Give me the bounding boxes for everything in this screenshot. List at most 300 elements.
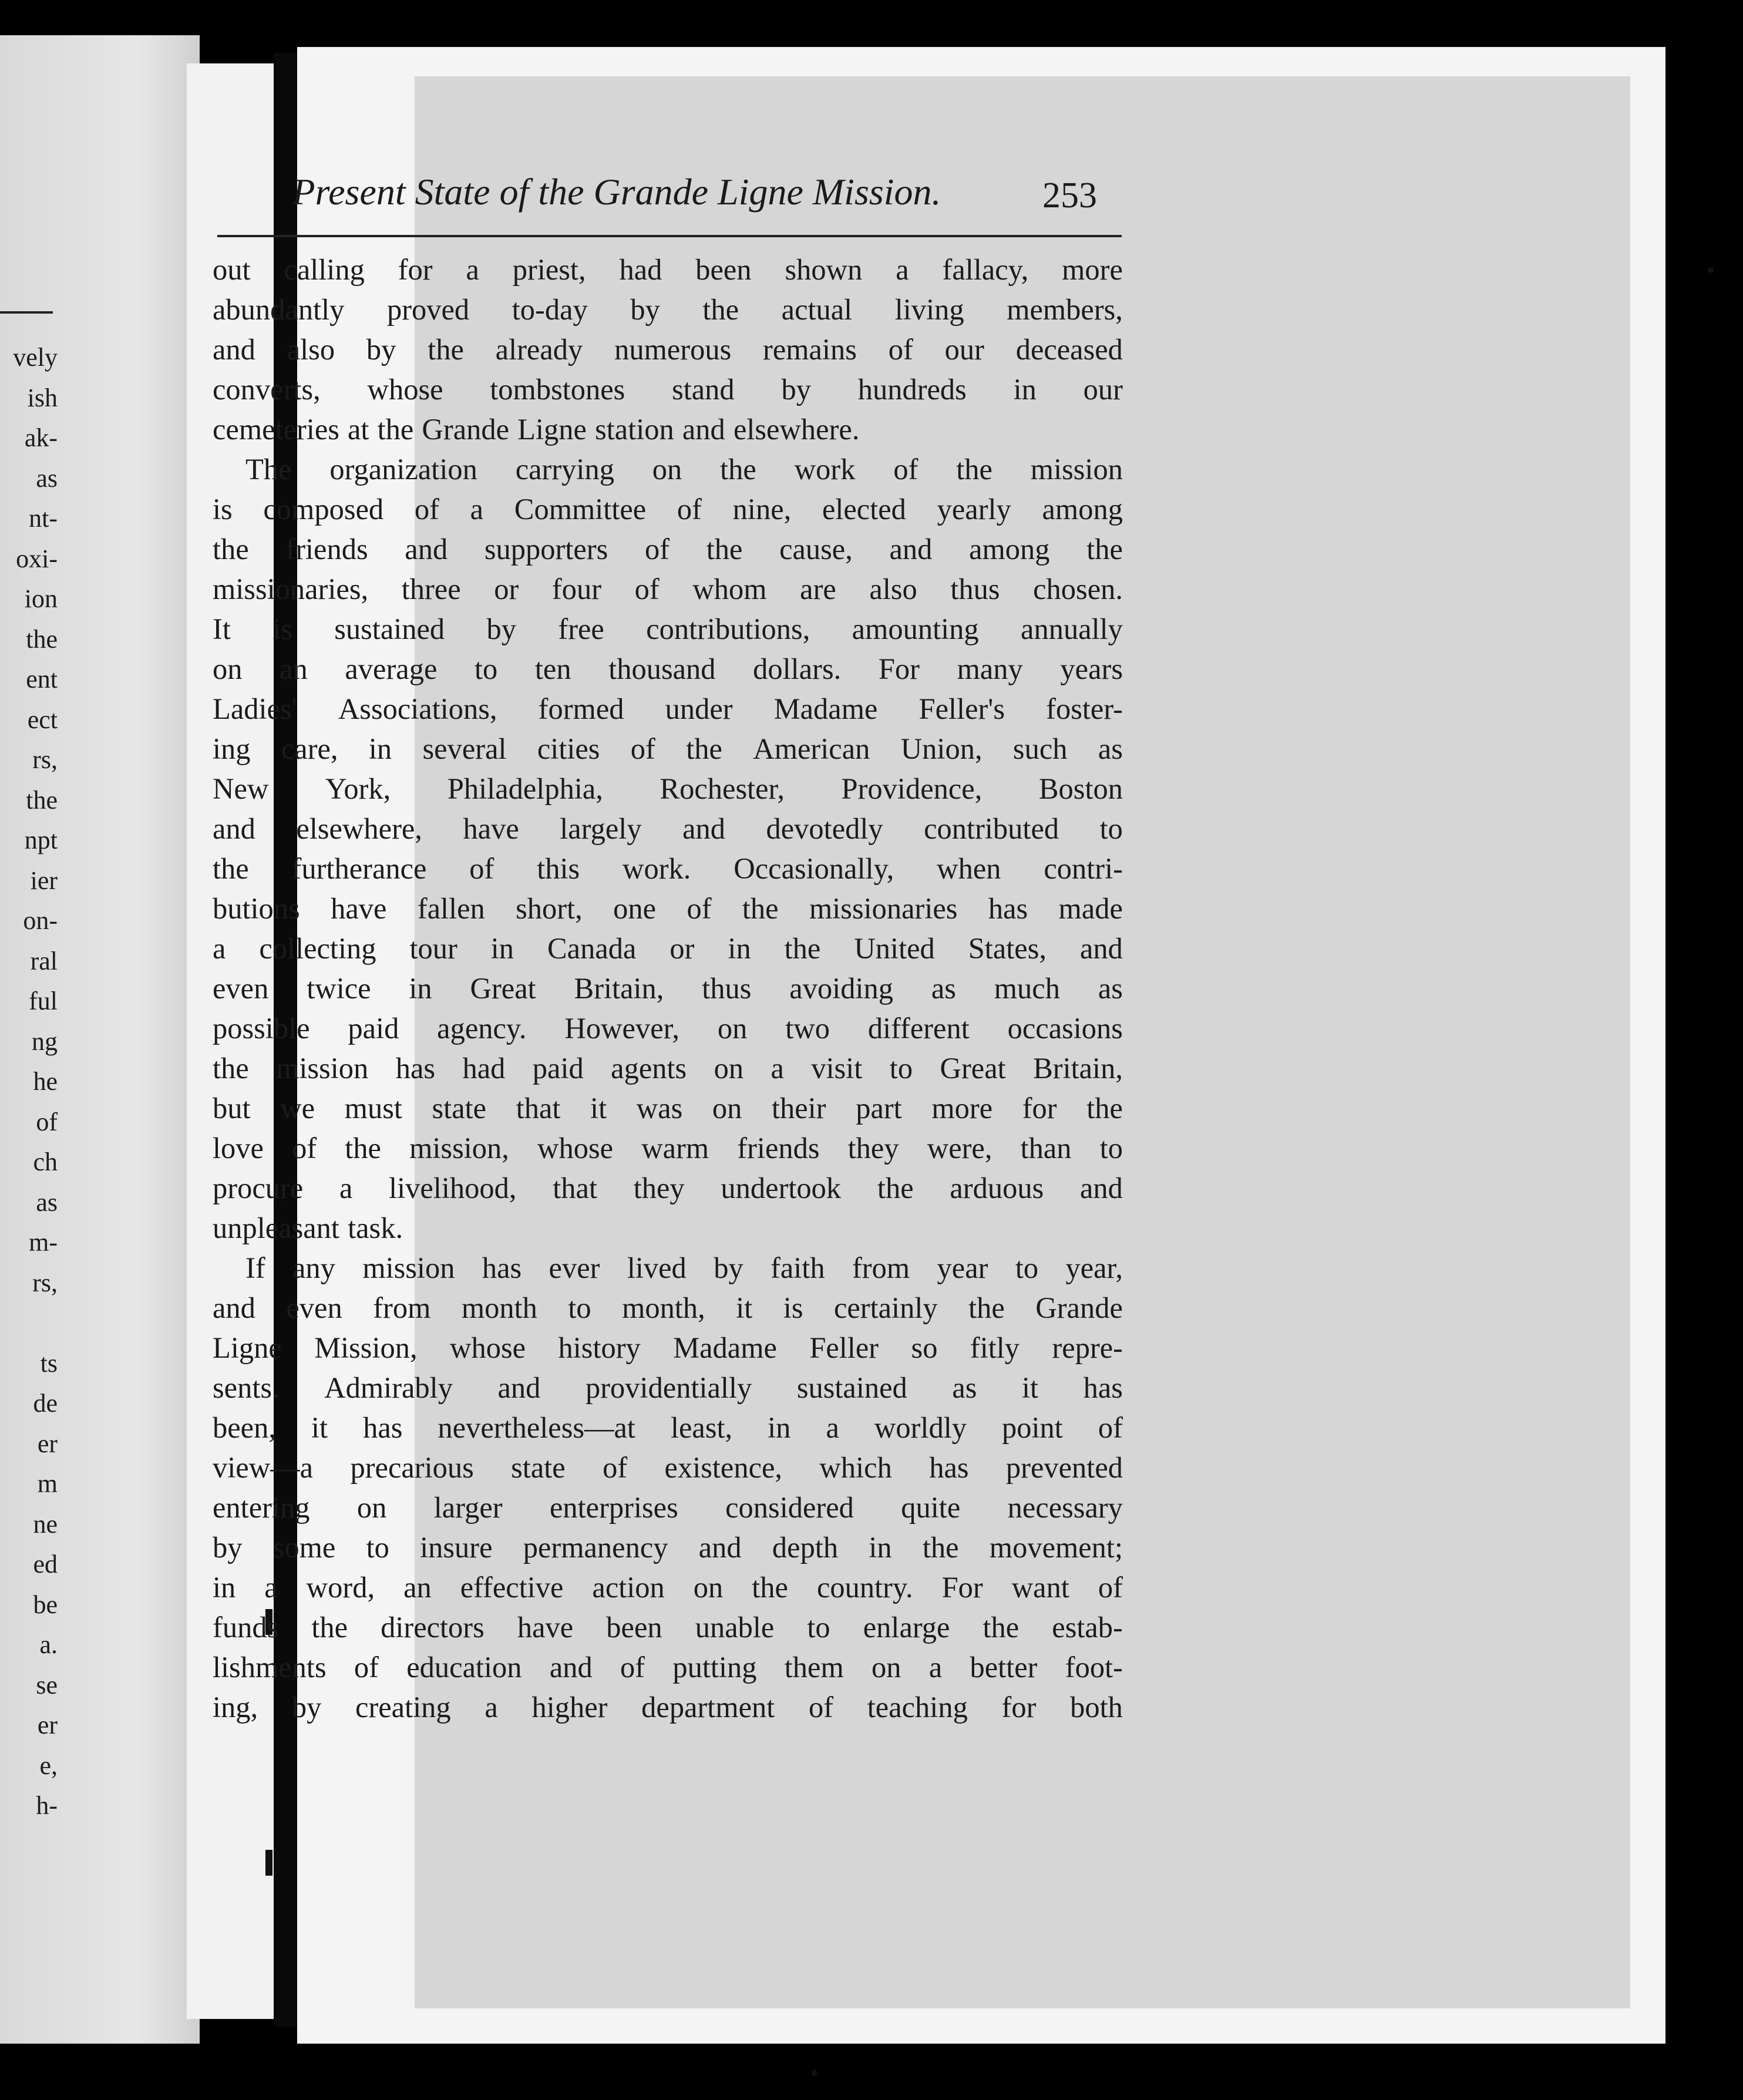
- previous-page-line: of: [36, 1107, 58, 1136]
- text-line: [213, 1607, 1123, 1647]
- word: by: [781, 373, 811, 406]
- word: a: [484, 1691, 498, 1724]
- word: Feller's: [918, 692, 1005, 725]
- scan-speck: [1708, 267, 1714, 273]
- word: even: [213, 972, 269, 1005]
- text-line: [213, 928, 1123, 968]
- word: even: [286, 1291, 342, 1324]
- word: of: [1098, 1411, 1123, 1444]
- previous-page-line: ect: [27, 705, 58, 734]
- word: fallacy,: [942, 253, 1029, 286]
- word: Boston: [1038, 772, 1123, 805]
- word: years: [1060, 652, 1123, 685]
- word: already: [495, 333, 583, 366]
- word: of: [634, 573, 659, 605]
- word: made: [1058, 892, 1123, 925]
- word: love: [213, 1132, 264, 1165]
- word: an: [403, 1571, 432, 1604]
- word: which: [819, 1451, 892, 1484]
- text-line: [213, 889, 1123, 928]
- previous-page-line: ish: [27, 383, 58, 412]
- word: in: [490, 932, 514, 965]
- text-line: [213, 369, 1123, 409]
- word: than: [1020, 1132, 1072, 1165]
- word: Admirably: [324, 1371, 453, 1404]
- word: a: [213, 932, 226, 965]
- word: amounting: [852, 612, 979, 645]
- word: annually: [1021, 612, 1123, 645]
- word: abundantly: [213, 293, 345, 326]
- word: Canada: [547, 932, 637, 965]
- previous-page-line: m-: [29, 1228, 58, 1257]
- text-line: [213, 1048, 1123, 1088]
- text-line: [213, 529, 1123, 569]
- text-line: [213, 569, 1123, 609]
- word: the: [956, 453, 992, 486]
- word: priest,: [512, 253, 586, 286]
- word: of: [469, 852, 494, 885]
- word: However,: [564, 1012, 680, 1045]
- word: in: [409, 972, 432, 1005]
- word: were,: [927, 1132, 992, 1165]
- previous-page-line: e,: [39, 1751, 58, 1780]
- previous-page-line: be: [33, 1590, 58, 1619]
- previous-page-line: ion: [24, 584, 58, 613]
- word: permanency: [523, 1531, 668, 1564]
- word: of: [603, 1451, 628, 1484]
- page-number: 253: [1042, 176, 1097, 216]
- word: of: [620, 1651, 645, 1684]
- word: a: [466, 253, 479, 286]
- word: task.: [348, 1211, 403, 1244]
- word: elsewhere.: [733, 413, 860, 446]
- previous-page-line: ch: [33, 1147, 58, 1176]
- word: occasions: [1007, 1012, 1123, 1045]
- word: quite: [901, 1491, 961, 1524]
- previous-page-line: oxi-: [16, 544, 58, 573]
- word: For: [941, 1571, 983, 1604]
- word: when: [937, 852, 1001, 885]
- word: on: [872, 1651, 901, 1684]
- body-text: [213, 250, 1123, 1727]
- word: of: [414, 493, 439, 526]
- word: by: [714, 1251, 743, 1284]
- word: work: [794, 453, 856, 486]
- word: Union,: [900, 732, 982, 765]
- text-line: [213, 1567, 1123, 1607]
- word: action: [592, 1571, 665, 1604]
- word: them: [784, 1651, 844, 1684]
- word: on: [652, 453, 682, 486]
- word: formed: [538, 692, 624, 725]
- text-line: [213, 729, 1123, 769]
- word: was: [636, 1092, 683, 1125]
- word: procure: [213, 1172, 304, 1204]
- word: missionaries,: [213, 573, 369, 605]
- previous-page-line: the: [26, 785, 58, 815]
- word: Great: [940, 1052, 1006, 1085]
- running-title: Present State of the Grande Ligne Mission.: [292, 171, 941, 213]
- word: cause,: [779, 533, 853, 566]
- word: on: [714, 1052, 744, 1085]
- word: unpleasant: [213, 1211, 339, 1244]
- word: calling: [284, 253, 365, 286]
- word: they: [633, 1172, 685, 1204]
- word: and: [889, 533, 933, 566]
- word: department: [641, 1691, 775, 1724]
- text-line: [213, 1408, 1123, 1448]
- text-line: [213, 329, 1123, 369]
- text-line: [213, 1448, 1123, 1488]
- word: contri-: [1044, 852, 1123, 885]
- text-line: [213, 649, 1123, 689]
- text-line: [213, 1368, 1123, 1408]
- word: fitly: [970, 1331, 1020, 1364]
- word: year: [937, 1251, 988, 1284]
- word: education: [406, 1651, 522, 1684]
- word: deceased: [1015, 333, 1123, 366]
- word: arduous: [950, 1172, 1044, 1204]
- word: the: [311, 1611, 348, 1644]
- word: the: [686, 732, 722, 765]
- text-line: [213, 849, 1123, 889]
- word: are: [800, 573, 836, 605]
- previous-page-line: ng: [32, 1027, 58, 1056]
- word: view—a: [213, 1451, 314, 1484]
- previous-page-line: h-: [36, 1791, 58, 1820]
- word: station: [595, 413, 674, 446]
- word: nine,: [732, 493, 792, 526]
- word: it: [1021, 1371, 1039, 1404]
- word: the: [752, 1571, 788, 1604]
- word: so: [911, 1331, 938, 1364]
- word: in: [1013, 373, 1037, 406]
- word: foster-: [1046, 692, 1123, 725]
- word: ten: [534, 652, 571, 685]
- word: Great: [470, 972, 536, 1005]
- word: livelihood,: [389, 1172, 517, 1204]
- text-line: [213, 1687, 1123, 1727]
- word: sustained: [334, 612, 445, 645]
- word: elected: [822, 493, 906, 526]
- previous-page-line: he: [33, 1067, 58, 1096]
- word: Madame: [773, 692, 878, 725]
- word: has: [929, 1451, 969, 1484]
- word: different: [867, 1012, 970, 1045]
- word: thus: [950, 573, 1000, 605]
- word: as: [1098, 732, 1123, 765]
- word: at: [348, 413, 369, 446]
- word: or: [669, 932, 695, 965]
- word: friends: [737, 1132, 820, 1165]
- word: largely: [560, 812, 642, 845]
- word: on: [712, 1092, 742, 1125]
- word: of: [809, 1691, 834, 1724]
- word: in: [869, 1531, 892, 1564]
- word: point: [1002, 1411, 1063, 1444]
- word: Madame: [673, 1331, 777, 1364]
- word: thus: [702, 972, 752, 1005]
- word: of: [893, 453, 918, 486]
- text-line: [213, 1008, 1123, 1048]
- word: of: [644, 533, 670, 566]
- word: higher: [531, 1691, 608, 1724]
- word: effective: [460, 1571, 564, 1604]
- word: on: [717, 1012, 748, 1045]
- word: and: [405, 533, 448, 566]
- word: had: [619, 253, 662, 286]
- previous-page-line: ent: [26, 665, 58, 694]
- word: York,: [325, 772, 391, 805]
- word: and: [698, 1531, 742, 1564]
- previous-page-line: vely: [13, 343, 58, 372]
- previous-page-rule: [0, 311, 53, 314]
- previous-page-line: ts: [40, 1348, 58, 1378]
- previous-page-line: ak-: [24, 423, 58, 452]
- text-line: [213, 968, 1123, 1008]
- word: the: [213, 533, 249, 566]
- word: actual: [781, 293, 853, 326]
- word: some: [272, 1531, 336, 1564]
- word: to: [474, 652, 498, 685]
- previous-page-line: as: [36, 1187, 58, 1217]
- word: enlarge: [863, 1611, 950, 1644]
- word: estab-: [1052, 1611, 1123, 1644]
- word: among: [969, 533, 1050, 566]
- word: unable: [695, 1611, 775, 1644]
- word: Providence,: [841, 772, 982, 805]
- word: New: [213, 772, 269, 805]
- word: it: [311, 1411, 328, 1444]
- word: the: [213, 852, 249, 885]
- word: teaching: [867, 1691, 968, 1724]
- previous-page-line: on-: [23, 906, 58, 935]
- previous-page-text: [0, 338, 58, 1826]
- word: supporters: [484, 533, 608, 566]
- word: tour: [409, 932, 457, 965]
- word: the: [922, 1531, 959, 1564]
- word: been: [695, 253, 752, 286]
- word: and: [213, 333, 255, 366]
- word: twice: [307, 972, 371, 1005]
- word: on: [213, 652, 243, 685]
- word: the: [706, 533, 743, 566]
- word: the: [428, 333, 464, 366]
- word: the: [784, 932, 821, 965]
- word: Grande: [422, 413, 510, 446]
- word: a: [339, 1172, 353, 1204]
- word: proved: [386, 293, 470, 326]
- word: to-day: [512, 293, 588, 326]
- text-line: [213, 1248, 1123, 1288]
- word: is: [272, 612, 292, 645]
- word: three: [401, 573, 461, 605]
- word: living: [894, 293, 964, 326]
- word: year,: [1065, 1251, 1123, 1284]
- word: and: [497, 1371, 541, 1404]
- word: both: [1070, 1691, 1123, 1724]
- word: chosen.: [1033, 573, 1123, 605]
- text-line: [213, 1208, 1123, 1248]
- word: faith: [770, 1251, 825, 1284]
- word: by: [213, 1531, 243, 1564]
- word: in: [213, 1571, 236, 1604]
- word: yearly: [937, 493, 1011, 526]
- word: whose: [367, 373, 443, 406]
- text-line: [213, 1288, 1123, 1328]
- word: Feller: [809, 1331, 879, 1364]
- text-line: [213, 489, 1123, 529]
- word: for: [398, 253, 433, 286]
- word: of: [292, 1132, 317, 1165]
- word: movement;: [989, 1531, 1123, 1564]
- previous-page-line: ral: [30, 946, 58, 975]
- word: and: [213, 1291, 255, 1324]
- word: from: [852, 1251, 910, 1284]
- word: precarious: [350, 1451, 474, 1484]
- word: better: [970, 1651, 1038, 1684]
- word: prevented: [1005, 1451, 1123, 1484]
- word: our: [944, 333, 984, 366]
- word: lishments: [213, 1651, 327, 1684]
- word: must: [344, 1092, 402, 1125]
- word: the: [968, 1291, 1005, 1324]
- word: care,: [281, 732, 338, 765]
- word: stand: [672, 373, 735, 406]
- text-line: [213, 250, 1123, 290]
- word: Associations,: [338, 692, 497, 725]
- word: among: [1042, 493, 1123, 526]
- previous-page-line: m: [37, 1469, 58, 1498]
- text-line: [213, 1088, 1123, 1128]
- word: Britain,: [1033, 1052, 1123, 1085]
- text-line: [213, 449, 1123, 489]
- scan-speck: [812, 2070, 817, 2076]
- word: foot-: [1065, 1651, 1123, 1684]
- previous-page-line: rs,: [32, 1268, 58, 1297]
- word: of: [888, 333, 913, 366]
- previous-page-line: er: [37, 1711, 58, 1739]
- word: American: [753, 732, 870, 765]
- word: any: [292, 1251, 335, 1284]
- word: under: [665, 692, 733, 725]
- word: paid: [348, 1012, 399, 1045]
- word: contributions,: [646, 612, 810, 645]
- word: and: [1079, 1172, 1123, 1204]
- word: the: [1086, 1092, 1123, 1125]
- word: the: [877, 1172, 914, 1204]
- word: to: [1099, 1132, 1123, 1165]
- word: or: [494, 573, 519, 605]
- word: lived: [627, 1251, 687, 1284]
- word: of: [687, 892, 712, 925]
- word: on: [693, 1571, 724, 1604]
- word: it: [736, 1291, 753, 1324]
- word: Mission,: [314, 1331, 418, 1364]
- word: more: [1062, 253, 1123, 286]
- word: been,: [213, 1411, 276, 1444]
- word: as: [1098, 972, 1123, 1005]
- word: the: [377, 413, 414, 446]
- word: providentially: [585, 1371, 752, 1404]
- word: funds: [213, 1611, 279, 1644]
- word: a: [770, 1052, 784, 1085]
- word: putting: [672, 1651, 757, 1684]
- word: in: [368, 732, 392, 765]
- word: Britain,: [574, 972, 664, 1005]
- word: they: [847, 1132, 899, 1165]
- word: has: [395, 1052, 436, 1085]
- word: depth: [772, 1531, 839, 1564]
- word: considered: [725, 1491, 854, 1524]
- word: our: [1083, 373, 1123, 406]
- word: more: [931, 1092, 993, 1125]
- word: has: [482, 1251, 522, 1284]
- word: we: [280, 1092, 315, 1125]
- word: to: [366, 1531, 389, 1564]
- word: States,: [968, 932, 1047, 965]
- word: cemeteries: [213, 413, 339, 446]
- word: several: [422, 732, 507, 765]
- word: the: [702, 293, 739, 326]
- word: had: [462, 1052, 506, 1085]
- word: have: [331, 892, 387, 925]
- word: collecting: [259, 932, 376, 965]
- word: devotedly: [766, 812, 883, 845]
- word: to: [1015, 1251, 1039, 1284]
- word: free: [558, 612, 604, 645]
- word: agents: [611, 1052, 687, 1085]
- word: Committee: [514, 493, 647, 526]
- word: have: [517, 1611, 574, 1644]
- word: members,: [1007, 293, 1123, 326]
- text-line: [213, 1488, 1123, 1527]
- word: creating: [355, 1691, 451, 1724]
- word: by: [486, 612, 517, 645]
- word: sustained: [796, 1371, 907, 1404]
- word: dollars.: [753, 652, 842, 685]
- word: whose: [537, 1132, 614, 1165]
- word: the: [345, 1132, 381, 1165]
- word: to: [568, 1291, 591, 1324]
- word: four: [551, 573, 602, 605]
- word: but: [213, 1092, 251, 1125]
- previous-page-line: ed: [33, 1550, 58, 1579]
- word: by: [630, 293, 660, 326]
- gutter-mark: [265, 1850, 272, 1876]
- word: mission: [1030, 453, 1123, 486]
- word: it: [590, 1092, 607, 1125]
- word: friends: [285, 533, 368, 566]
- word: thousand: [608, 652, 716, 685]
- word: an: [280, 652, 308, 685]
- word: a: [470, 493, 484, 526]
- word: in: [768, 1411, 791, 1444]
- word: a: [826, 1411, 839, 1444]
- word: tombstones: [490, 373, 625, 406]
- word: for: [1022, 1092, 1057, 1125]
- word: Occasionally,: [733, 852, 894, 885]
- word: undertook: [721, 1172, 842, 1204]
- text-line: [213, 1168, 1123, 1208]
- word: butions: [213, 892, 300, 925]
- word: the: [720, 453, 756, 486]
- word: ing,: [213, 1691, 258, 1724]
- word: work.: [622, 852, 691, 885]
- word: Ladies': [213, 692, 297, 725]
- text-line: [213, 1328, 1123, 1368]
- word: their: [772, 1092, 826, 1125]
